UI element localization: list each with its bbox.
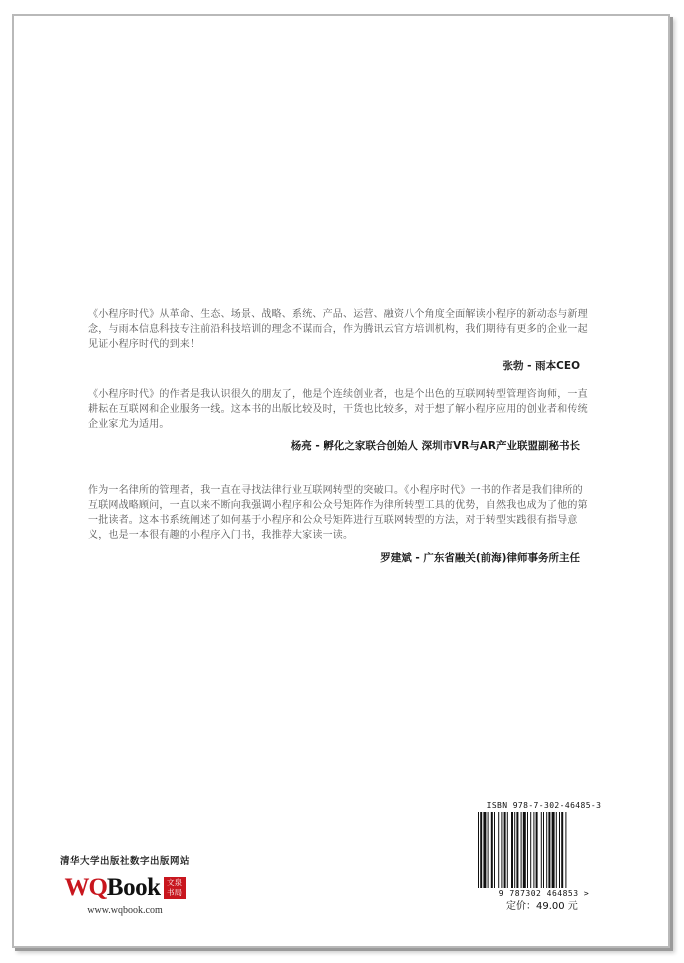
barcode-bar xyxy=(498,812,499,888)
barcode-bar xyxy=(536,812,538,888)
barcode-bar xyxy=(548,812,550,888)
barcode-bar xyxy=(501,812,502,888)
logo-seal: 文泉书局 xyxy=(164,877,186,899)
barcode-bar xyxy=(565,812,566,888)
barcode-bar xyxy=(533,812,534,888)
barcode-bar xyxy=(480,812,482,888)
barcode-bar xyxy=(491,812,493,888)
endorsement-quote-3: 作为一名律所的管理者，我一直在寻找法律行业互联网转型的突破口。《小程序时代》一书的作者是我们律所的互联网战略顾问，一直以来不断向我强调小程序和公众号矩阵作为律所转型工具的优势，自然我也成为了他的第一批读者。这本书系统阐述了如何基于小程序和公众号矩阵进行互联网转型的方法，对于转型实践很有指导意义，也是一本很有趣的小程序入门书，我推荐大家读一读。 xyxy=(88,485,588,541)
publisher-url: www.wqbook.com xyxy=(87,905,163,916)
barcode-bar xyxy=(541,812,542,888)
wqbook-logo xyxy=(55,872,195,904)
barcode-bar xyxy=(488,812,489,888)
logo-book-text: Book xyxy=(106,874,161,901)
barcode-bar xyxy=(530,812,531,888)
barcode-bar xyxy=(516,812,518,888)
barcode-bar xyxy=(483,812,486,888)
barcode-bar xyxy=(511,812,513,888)
publisher-name: 清华大学出版社数字出版网站 xyxy=(59,856,190,867)
barcode-bar xyxy=(561,812,563,888)
barcode-bar xyxy=(523,812,526,888)
barcode-bar xyxy=(559,812,560,888)
isbn-block xyxy=(474,801,614,898)
barcode-bar xyxy=(543,812,544,888)
barcode-bar xyxy=(478,812,479,888)
publisher-block xyxy=(55,853,195,916)
barcode-digits: 9 787302 464853 > xyxy=(498,889,590,898)
barcode-bar xyxy=(507,812,508,888)
barcode-bar xyxy=(521,812,522,888)
barcode-bar xyxy=(514,812,515,888)
barcode-bar xyxy=(494,812,495,888)
barcode xyxy=(474,812,614,888)
endorsement-quote-1: 《小程序时代》从革命、生态、场景、战略、系统、产品、运营、融资八个角度全面解读小程序的新动态与新理念，与雨本信息科技专注前沿科技培训的理念不谋而合，作为腾讯云官方培训机构，我们期待有更多的企业一起见证小程序时代的到来！ xyxy=(88,309,588,350)
endorsement-signature-1: 张勃 - 雨本CEO xyxy=(502,360,580,372)
barcode-bar xyxy=(556,812,557,888)
barcode-bar xyxy=(546,812,547,888)
endorsement-signature-2: 杨亮 - 孵化之家联合创始人 深圳市VR与AR产业联盟副秘书长 xyxy=(290,440,580,452)
barcode-bar xyxy=(527,812,528,888)
isbn-label: ISBN 978-7-302-46485-3 xyxy=(486,801,602,810)
endorsement-signature-3: 罗建斌 - 广东省融关(前海)律师事务所主任 xyxy=(380,552,580,564)
endorsement-quote-2: 《小程序时代》的作者是我认识很久的朋友了，他是个连续创业者，也是个出色的互联网转型管理咨询师，一直耕耘在互联网和企业服务一线。这本书的出版比较及时，干货也比较多，对于想了解小程序应用的创业者和传统企业家尤为适用。 xyxy=(88,389,588,430)
barcode-bar xyxy=(504,812,506,888)
barcode-bar xyxy=(552,812,555,888)
logo-wq-text: WQ xyxy=(64,874,107,901)
price-label: 定价：49.00 元 xyxy=(506,901,578,912)
